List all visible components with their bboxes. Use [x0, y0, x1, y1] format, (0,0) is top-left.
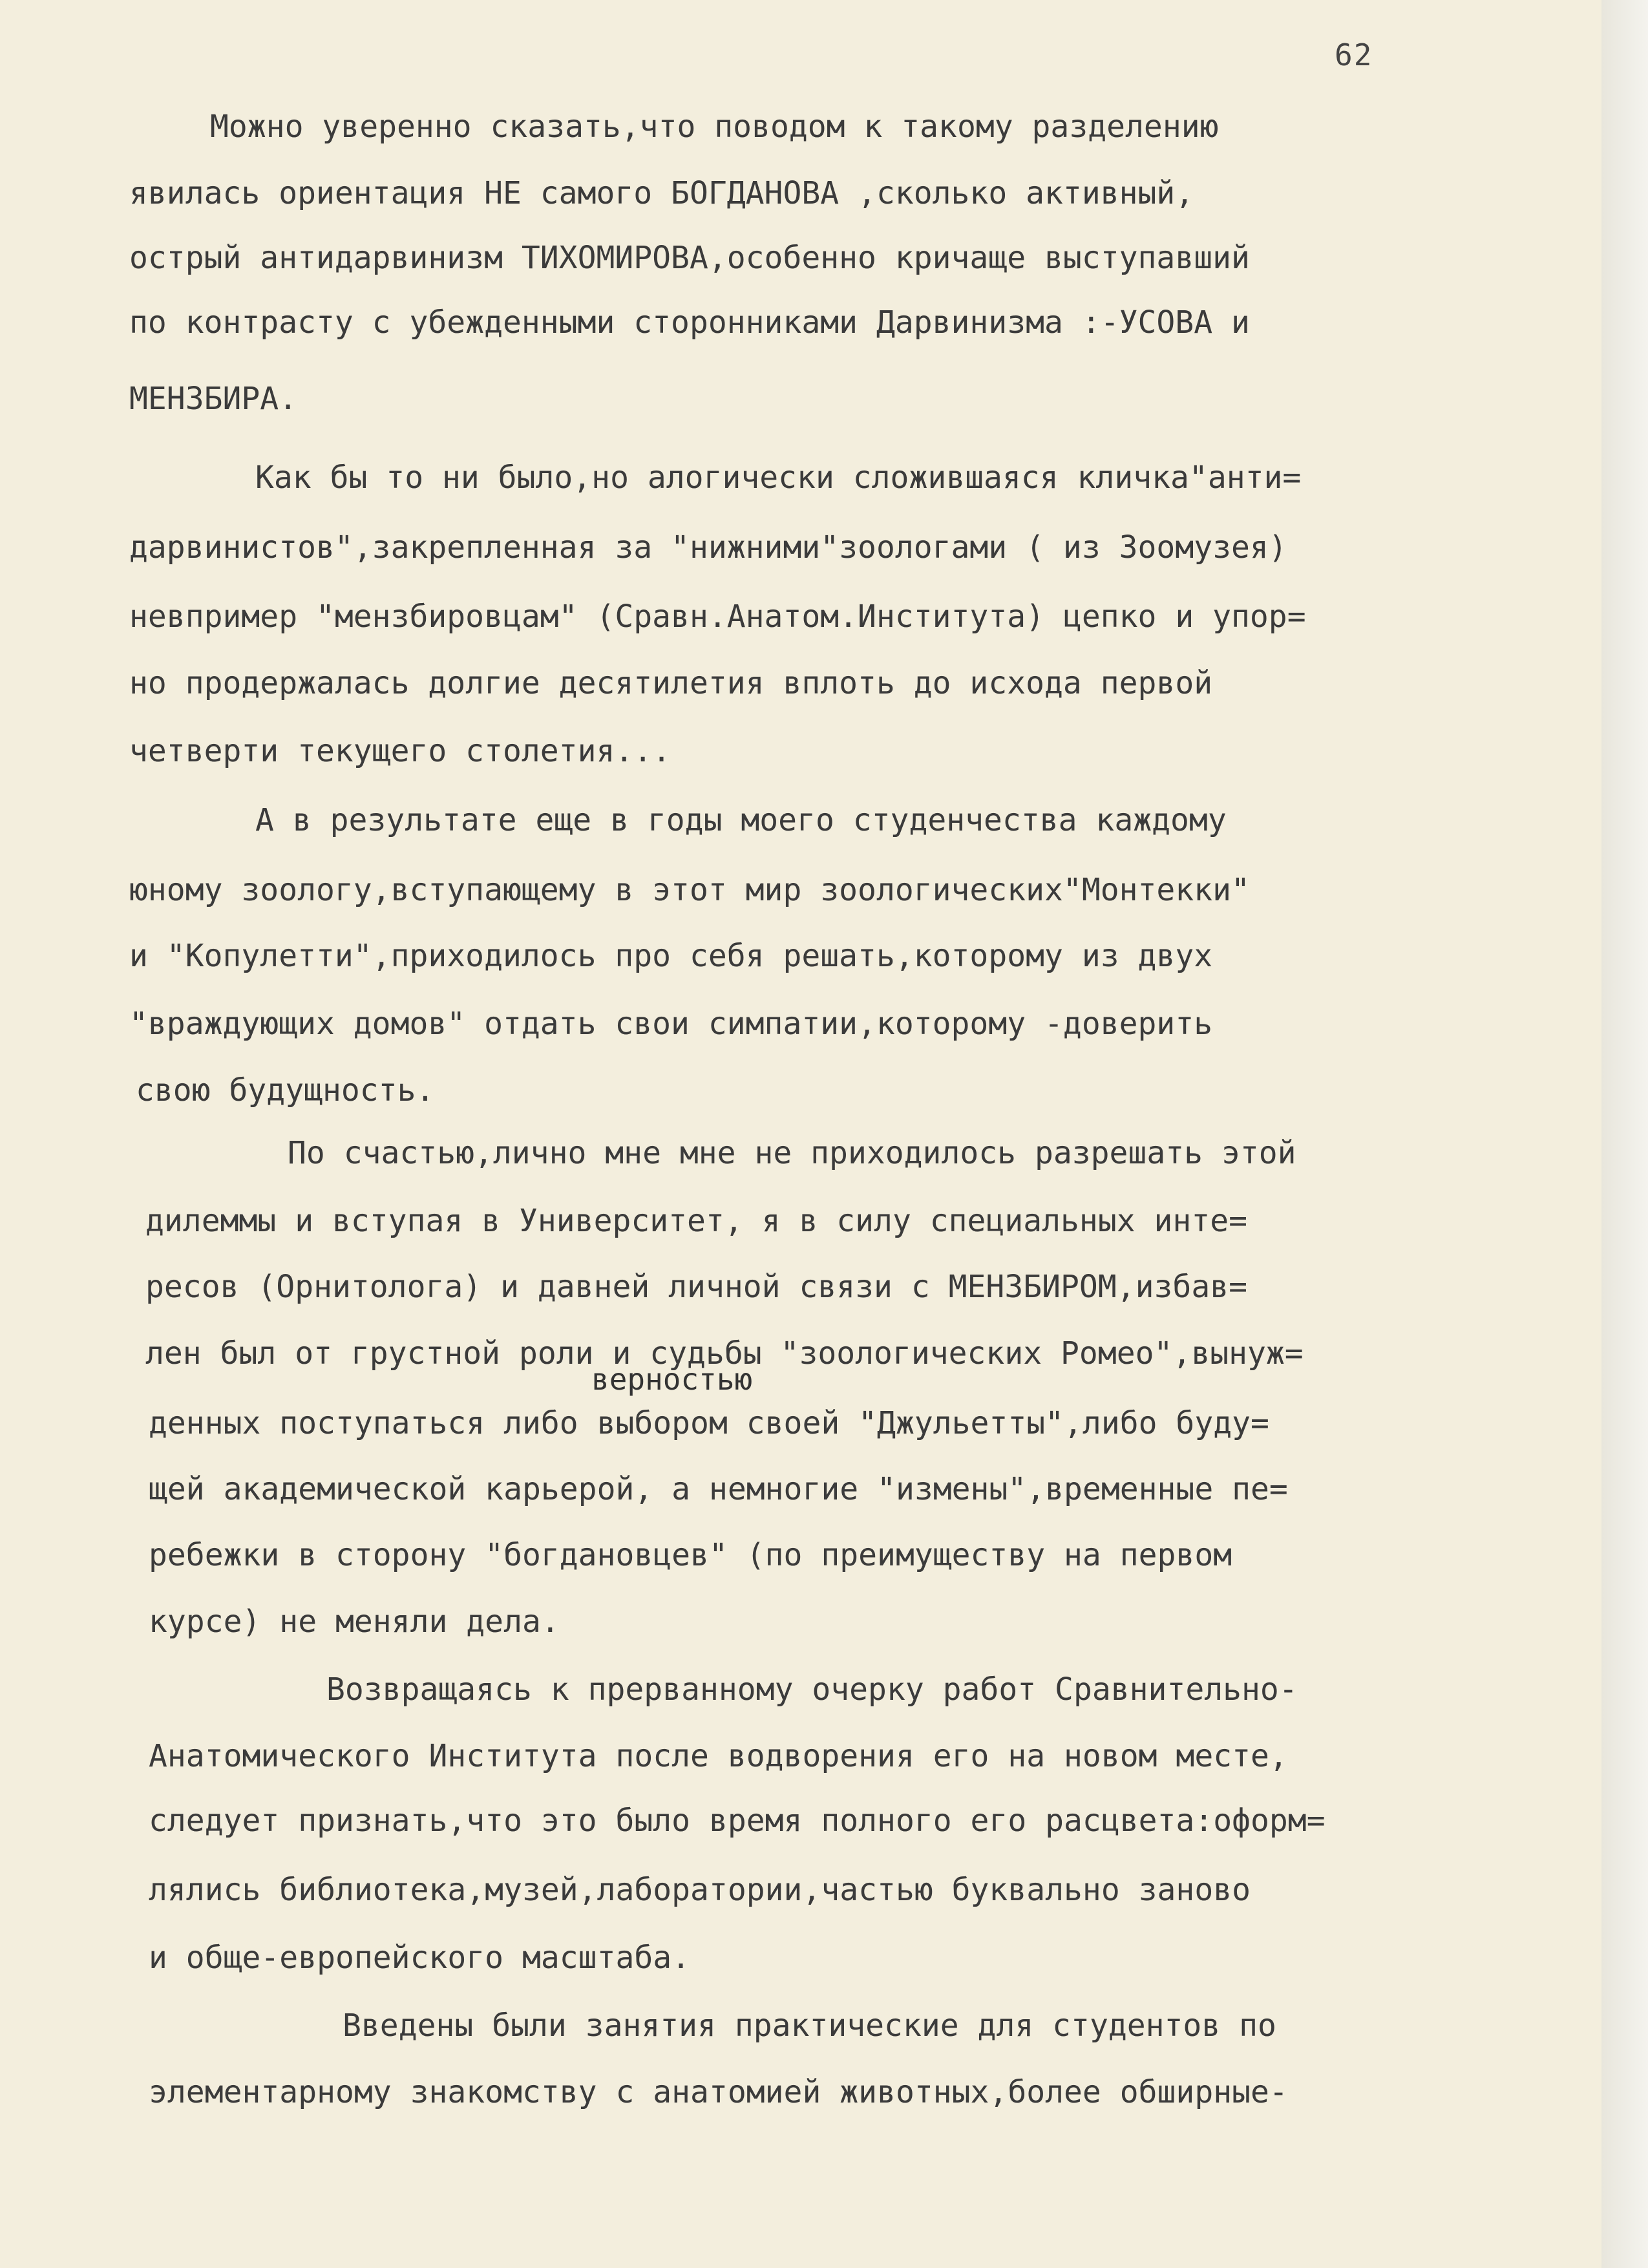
- text-line: явилась ориентация НЕ самого БОГДАНОВА ,сколько активный,: [129, 175, 1194, 211]
- text-line: острый антидарвинизм ТИХОМИРОВА,особенно кричаще выступавший: [129, 240, 1250, 276]
- text-line: курсе) не меняли дела.: [149, 1604, 560, 1640]
- text-line: и обще-европейского масштаба.: [149, 1940, 691, 1976]
- page-edge: [1601, 0, 1648, 2268]
- text-line: По счастью,лично мне мне не приходилось разрешать этой: [288, 1135, 1296, 1171]
- text-line: денных поступаться либо выбором своей "Джульетты",либо буду=: [149, 1405, 1269, 1441]
- text-line: но продержалась долгие десятилетия вплоть до исхода первой: [129, 665, 1213, 701]
- text-line: свою будущность.: [136, 1072, 435, 1108]
- page-number: 62: [1335, 37, 1373, 72]
- text-line: щей академической карьерой, а немногие "измены",временные пе=: [149, 1471, 1288, 1507]
- text-line: элементарному знакомству с анатомией животных,более обширные-: [149, 2074, 1288, 2110]
- inserted-word: верностью: [591, 1362, 753, 1397]
- text-line: лялись библиотека,музей,лаборатории,частью буквально заново: [149, 1872, 1251, 1908]
- text-line: по контрасту с убежденными сторонниками Дарвинизма :-УСОВА и: [129, 304, 1250, 341]
- text-line: А в результате еще в годы моего студенчества каждому: [255, 802, 1227, 838]
- text-line: юному зоологу,вступающему в этот мир зоологических"Монтекки": [129, 872, 1250, 908]
- text-line: ребежки в сторону "богдановцев" (по преимуществу на первом: [149, 1537, 1232, 1573]
- text-line: дилеммы и вступая в Университет, я в силу специальных инте=: [145, 1203, 1248, 1239]
- text-line: лен был от грустной роли и судьбы "зоологических Ромео",вынуж=: [145, 1335, 1304, 1372]
- text-line: Можно уверенно сказать,что поводом к такому разделению: [210, 109, 1219, 145]
- text-line: четверти текущего столетия...: [129, 733, 671, 769]
- text-line: Введены были занятия практические для студентов по: [343, 2008, 1276, 2044]
- text-line: Возвращаясь к прерванному очерку работ Сравнительно-: [326, 1671, 1298, 1708]
- text-line: следует признать,что это было время полного его расцвета:оформ=: [149, 1803, 1326, 1839]
- text-line: невпример "мензбировцам" (Сравн.Анатом.Института) цепко и упор=: [129, 599, 1306, 635]
- text-line: ресов (Орнитолога) и давней личной связи с МЕНЗБИРОМ,избав=: [145, 1269, 1248, 1305]
- text-line: и "Копулетти",приходилось про себя решать,которому из двух: [129, 938, 1213, 974]
- text-line: МЕНЗБИРА.: [129, 381, 298, 417]
- text-line: "враждующих домов" отдать свои симпатии,которому -доверить: [129, 1006, 1213, 1042]
- text-line: дарвинистов",закрепленная за "нижними"зоологами ( из Зоомузея): [129, 529, 1287, 566]
- text-line: Как бы то ни было,но алогически сложившаяся кличка"анти=: [255, 460, 1302, 496]
- text-line: Анатомического Института после водворения его на новом месте,: [149, 1738, 1288, 1774]
